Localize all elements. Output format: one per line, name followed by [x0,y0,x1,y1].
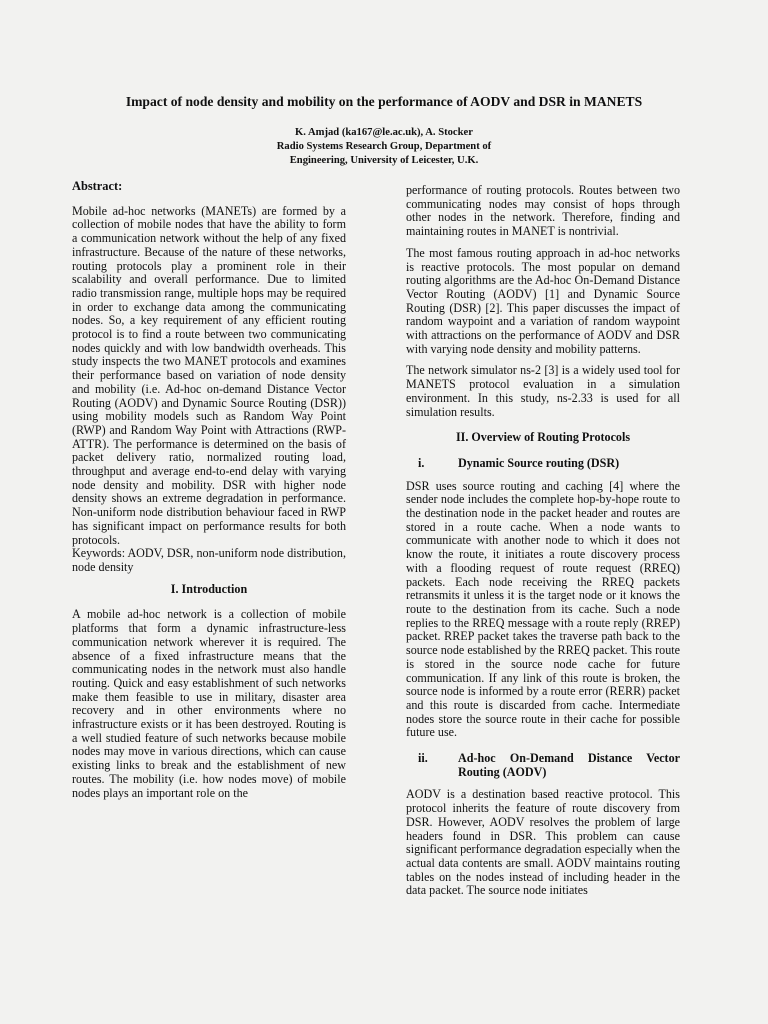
section-1-heading: I. Introduction [170,581,248,596]
author-affiliation-line2: Engineering, University of Leicester, U.K. [289,154,479,166]
subsection-dsr-heading [406,457,680,471]
aodv-text: AODV is a destination based reactive protocol. This protocol inherits the feature of route discovery from DSR. However, AODV resolves the problem of large headers found in DSR. This problem can cause significant performance degradation especially when the actual data contents are small. AODV maintains routing tables on the nodes instead of including header in the data packet. The source node initiates [406,787,680,898]
introduction-text: A mobile ad-hoc network is a collection of mobile platforms that form a dynamic infrastructure-less communication network wherever it is required. The absence of a fixed infrastructure means that the communicating nodes in the network must also handle routing. Quick and easy establishment of such networks make them feasible to use in military, disaster area recovery and in other environments where no infrastructure exists or it has been destroyed. Routing is a well studied feature of such networks because mobile nodes may move in various directions, which can cause existing links to break and the establishment of new routes. The mobility (i.e. how nodes move) of mobile nodes plays an important role on the [72,607,346,800]
left-column [72,180,346,808]
right-column [406,184,680,906]
ns2-paragraph: The network simulator ns-2 [3] is a widely used tool for MANETS protocol evaluation in a simulation environment. In this study, ns-2.33 is used for all simulation results. [406,363,680,419]
section-2-heading: II. Overview of Routing Protocols [455,430,631,445]
reactive-protocols-paragraph: The most famous routing approach in ad-hoc networks is reactive protocols. The most popular on demand routing algorithms are the Ad-hoc On-Demand Distance Vector Routing (AODV) [1] and Dynamic Source Routing (DSR) [2]. This paper discusses the impact of random waypoint and a variation of random waypoint with attractions on the performance of AODV and DSR with varying node density and mobility patterns. [406,245,680,356]
paper-title: Impact of node density and mobility on the performance of AODV and DSR in MANETS [125,94,643,109]
subsection-title: Ad-hoc On-Demand Distance Vector Routing (AODV) [458,751,680,779]
author-names: K. Amjad (ka167@le.ac.uk), A. Stocker [295,127,473,138]
subsection-number: ii. [418,751,428,766]
abstract-text: Mobile ad-hoc networks (MANETs) are formed by a collection of mobile nodes that have the ability to form a communication network without the help of any fixed infrastructure. Because of the nature of these networks, routing protocols play a prominent role in their scalability and overall performance. Due to limited radio transmission range, multiple hops may be required in order to exchange data among the communicating nodes. So, a key requirement of any efficient routing protocol is to find a route between two communicating nodes quickly and with low bandwidth overheads. This study inspects the two MANET protocols and examines their performance based on variation of node density and mobility (i.e. Ad-hoc on-demand Distance Vector Routing (AODV) and Dynamic Source Routing (DSR)) using mobility models such as Random Way Point (RWP) and Random Way Point with Attractions (RWP-ATTR). The performance is determined on the basis of packet delivery ratio, normalized routing load, throughput and average end-to-end delay with varying node density and mobility. DSR with higher node density shows an extreme degradation in performance. Non-uniform node distribution behaviour faced in RWP has significant impact on performance results for both protocols. [72,203,346,547]
subsection-number: i. [418,455,425,470]
subsection-aodv-heading [406,752,680,779]
subsection-title: Dynamic Source routing (DSR) [458,455,620,470]
dsr-text: DSR uses source routing and caching [4] where the sender node includes the complete hop-by-hope route to the destination node in the packet header and routes are stored in a route cache. When a node wants to communicate with another node to which it does not know the route, it initiates a route discovery process with a flooding request of route request (RREQ) packets. Each node receiving the RREQ packets retransmits it unless it is the target node or it knows the route to the destination from its cache. Such a node replies to the RREQ message with a route reply (RREP) packet. RREP packet takes the traverse path back to the source node established by the RREQ packet. This route is stored in the source node cache for future communication. If any link of this route is broken, the source node is informed by a route error (RERR) packet and this route is discarded from cache. Intermediate nodes store the source route in their cache for possible future use. [406,478,680,740]
author-block [234,126,534,167]
keywords: Keywords: AODV, DSR, non-uniform node distribution, node density [72,546,346,574]
intro-continued-paragraph: performance of routing protocols. Routes between two communicating nodes may consist of hops through other nodes in the network. Therefore, finding and maintaining routes in MANET is nontrivial. [406,183,680,239]
abstract-heading: Abstract: [72,179,123,193]
author-affiliation-line1: Radio Systems Research Group, Department of [276,140,492,152]
